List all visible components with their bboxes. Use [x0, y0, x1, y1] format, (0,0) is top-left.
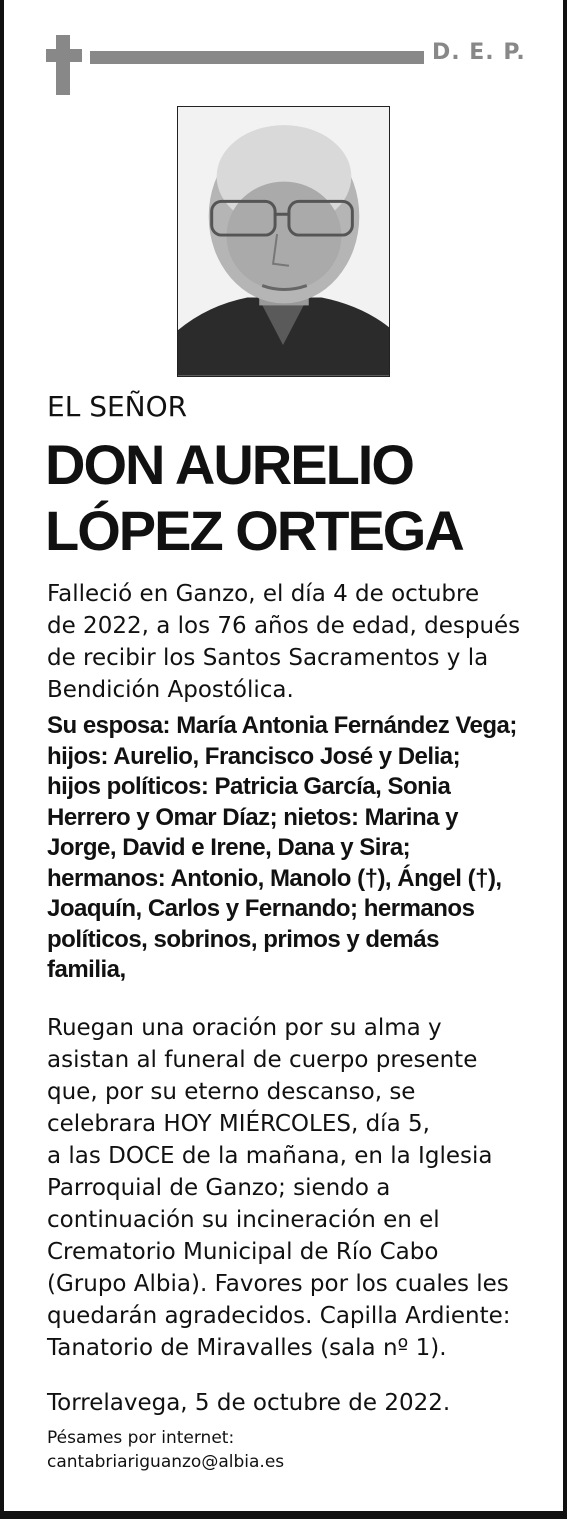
- name-line-2: LÓPEZ ORTEGA: [45, 499, 463, 562]
- deceased-name: [45, 432, 463, 564]
- bottom-border: [0, 1511, 567, 1519]
- honorific: EL SEÑOR: [47, 390, 188, 423]
- funeral-line: (Grupo Albia). Favores por los cuales les: [47, 1271, 509, 1297]
- funeral-line: asistan al funeral de cuerpo presente: [47, 1047, 478, 1073]
- death-announcement: [47, 578, 537, 706]
- funeral-line: a las DOCE de la mañana, en la Iglesia: [47, 1143, 493, 1169]
- funeral-line: Crematorio Municipal de Río Cabo: [47, 1239, 439, 1265]
- funeral-line: continuación su incineración en el: [47, 1207, 440, 1233]
- intro-line: de 2022, a los 76 años de edad, después: [47, 613, 521, 639]
- funeral-line: Ruegan una oración por su alma y: [47, 1015, 442, 1041]
- intro-line: Falleció en Ganzo, el día 4 de octubre: [47, 581, 480, 607]
- condolences-info: [47, 1426, 284, 1474]
- funeral-line: Tanatorio de Miravalles (sala nº 1).: [47, 1335, 447, 1361]
- right-border: [563, 0, 567, 1519]
- intro-line: Bendición Apostólica.: [47, 677, 294, 703]
- dep-label: D. E. P.: [432, 40, 526, 65]
- funeral-line: celebrara HOY MIÉRCOLES, día 5,: [47, 1111, 430, 1137]
- place-date: Torrelavega, 5 de octubre de 2022.: [47, 1390, 451, 1416]
- condolences-email[interactable]: cantabriariguanzo@albia.es: [47, 1452, 285, 1472]
- name-line-1: DON AURELIO: [45, 433, 413, 496]
- funeral-line: Parroquial de Ganzo; siendo a: [47, 1175, 391, 1201]
- left-border: [0, 0, 4, 1519]
- portrait-photo: [177, 106, 390, 377]
- funeral-line: quedarán agradecidos. Capilla Ardiente:: [47, 1303, 511, 1329]
- header-rule: [90, 51, 424, 64]
- condolences-label: Pésames por internet:: [47, 1428, 235, 1448]
- intro-line: de recibir los Santos Sacramentos y la: [47, 645, 489, 671]
- funeral-line: que, por su eterno descanso, se: [47, 1079, 416, 1105]
- family-list: Su esposa: María Antonia Fernández Vega; hijos: Aurelio, Francisco José y Delia; hijos políticos: Patricia García, Sonia Herrero y Omar Díaz; nietos: Marina y Jorge, David e Irene, Dana y Sira; hermanos: Antonio, Manolo (†), Ángel (†), Joaquín, Carlos y Fernando; hermanos políticos, sobrinos, primos y demás familia,: [47, 712, 517, 983]
- funeral-details: [47, 1012, 537, 1364]
